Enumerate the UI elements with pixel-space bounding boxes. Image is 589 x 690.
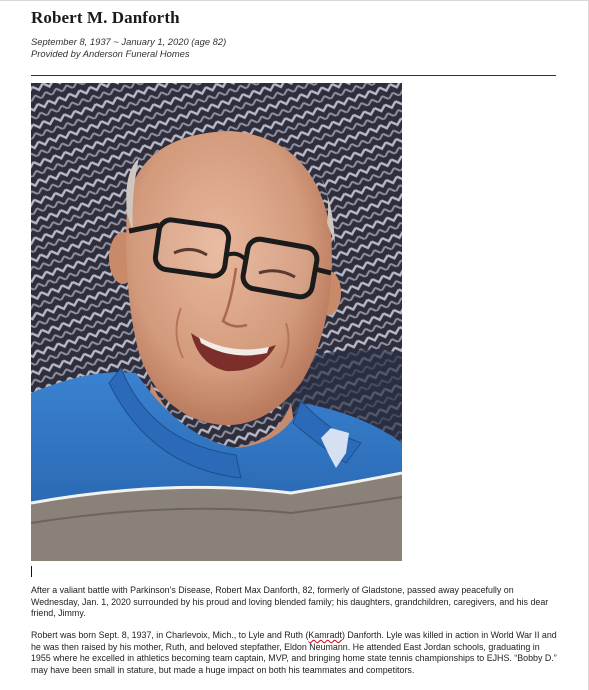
obituary-paragraph-2 (31, 630, 561, 676)
p2-text-start: Robert was born Sept. 8, 1937, in Charlevoix, Mich., to Lyle and Ruth ( (31, 630, 309, 640)
obituary-paragraph-1: After a valiant battle with Parkinson's Disease, Robert Max Danforth, 82, formerly of Gladstone, passed away peacefully on Wednesday, Jan. 1, 2020 surrounded by his proud and loving blended family; his daughters, grandchildren, caregivers, and his dear friend, Jimmy. (31, 585, 549, 619)
text-cursor (31, 566, 32, 577)
obituary-name: Robert M. Danforth (31, 8, 180, 27)
obituary-dates: September 8, 1937 ~ January 1, 2020 (age 82) (31, 36, 227, 47)
obituary-provider: Provided by Anderson Funeral Homes (31, 48, 190, 59)
header-divider (31, 75, 556, 76)
portrait-photo (31, 83, 402, 561)
p2-text-end: ) Danforth. Lyle was killed in action in World War II and he was then raised by his mother, Ruth, and beloved stepfather, Eldon Neumann. He attended East Jordan schools, graduating in 1955 where he excelled in athletics becoming team captain, MVP, and bringing home state tennis championships to EJHS. “Bobby D.” may have been small in stature, but made a huge impact on both his teammates and competitors. (31, 630, 557, 675)
misspelled-word[interactable]: Kamradt (308, 630, 342, 640)
obituary-meta (31, 36, 226, 60)
